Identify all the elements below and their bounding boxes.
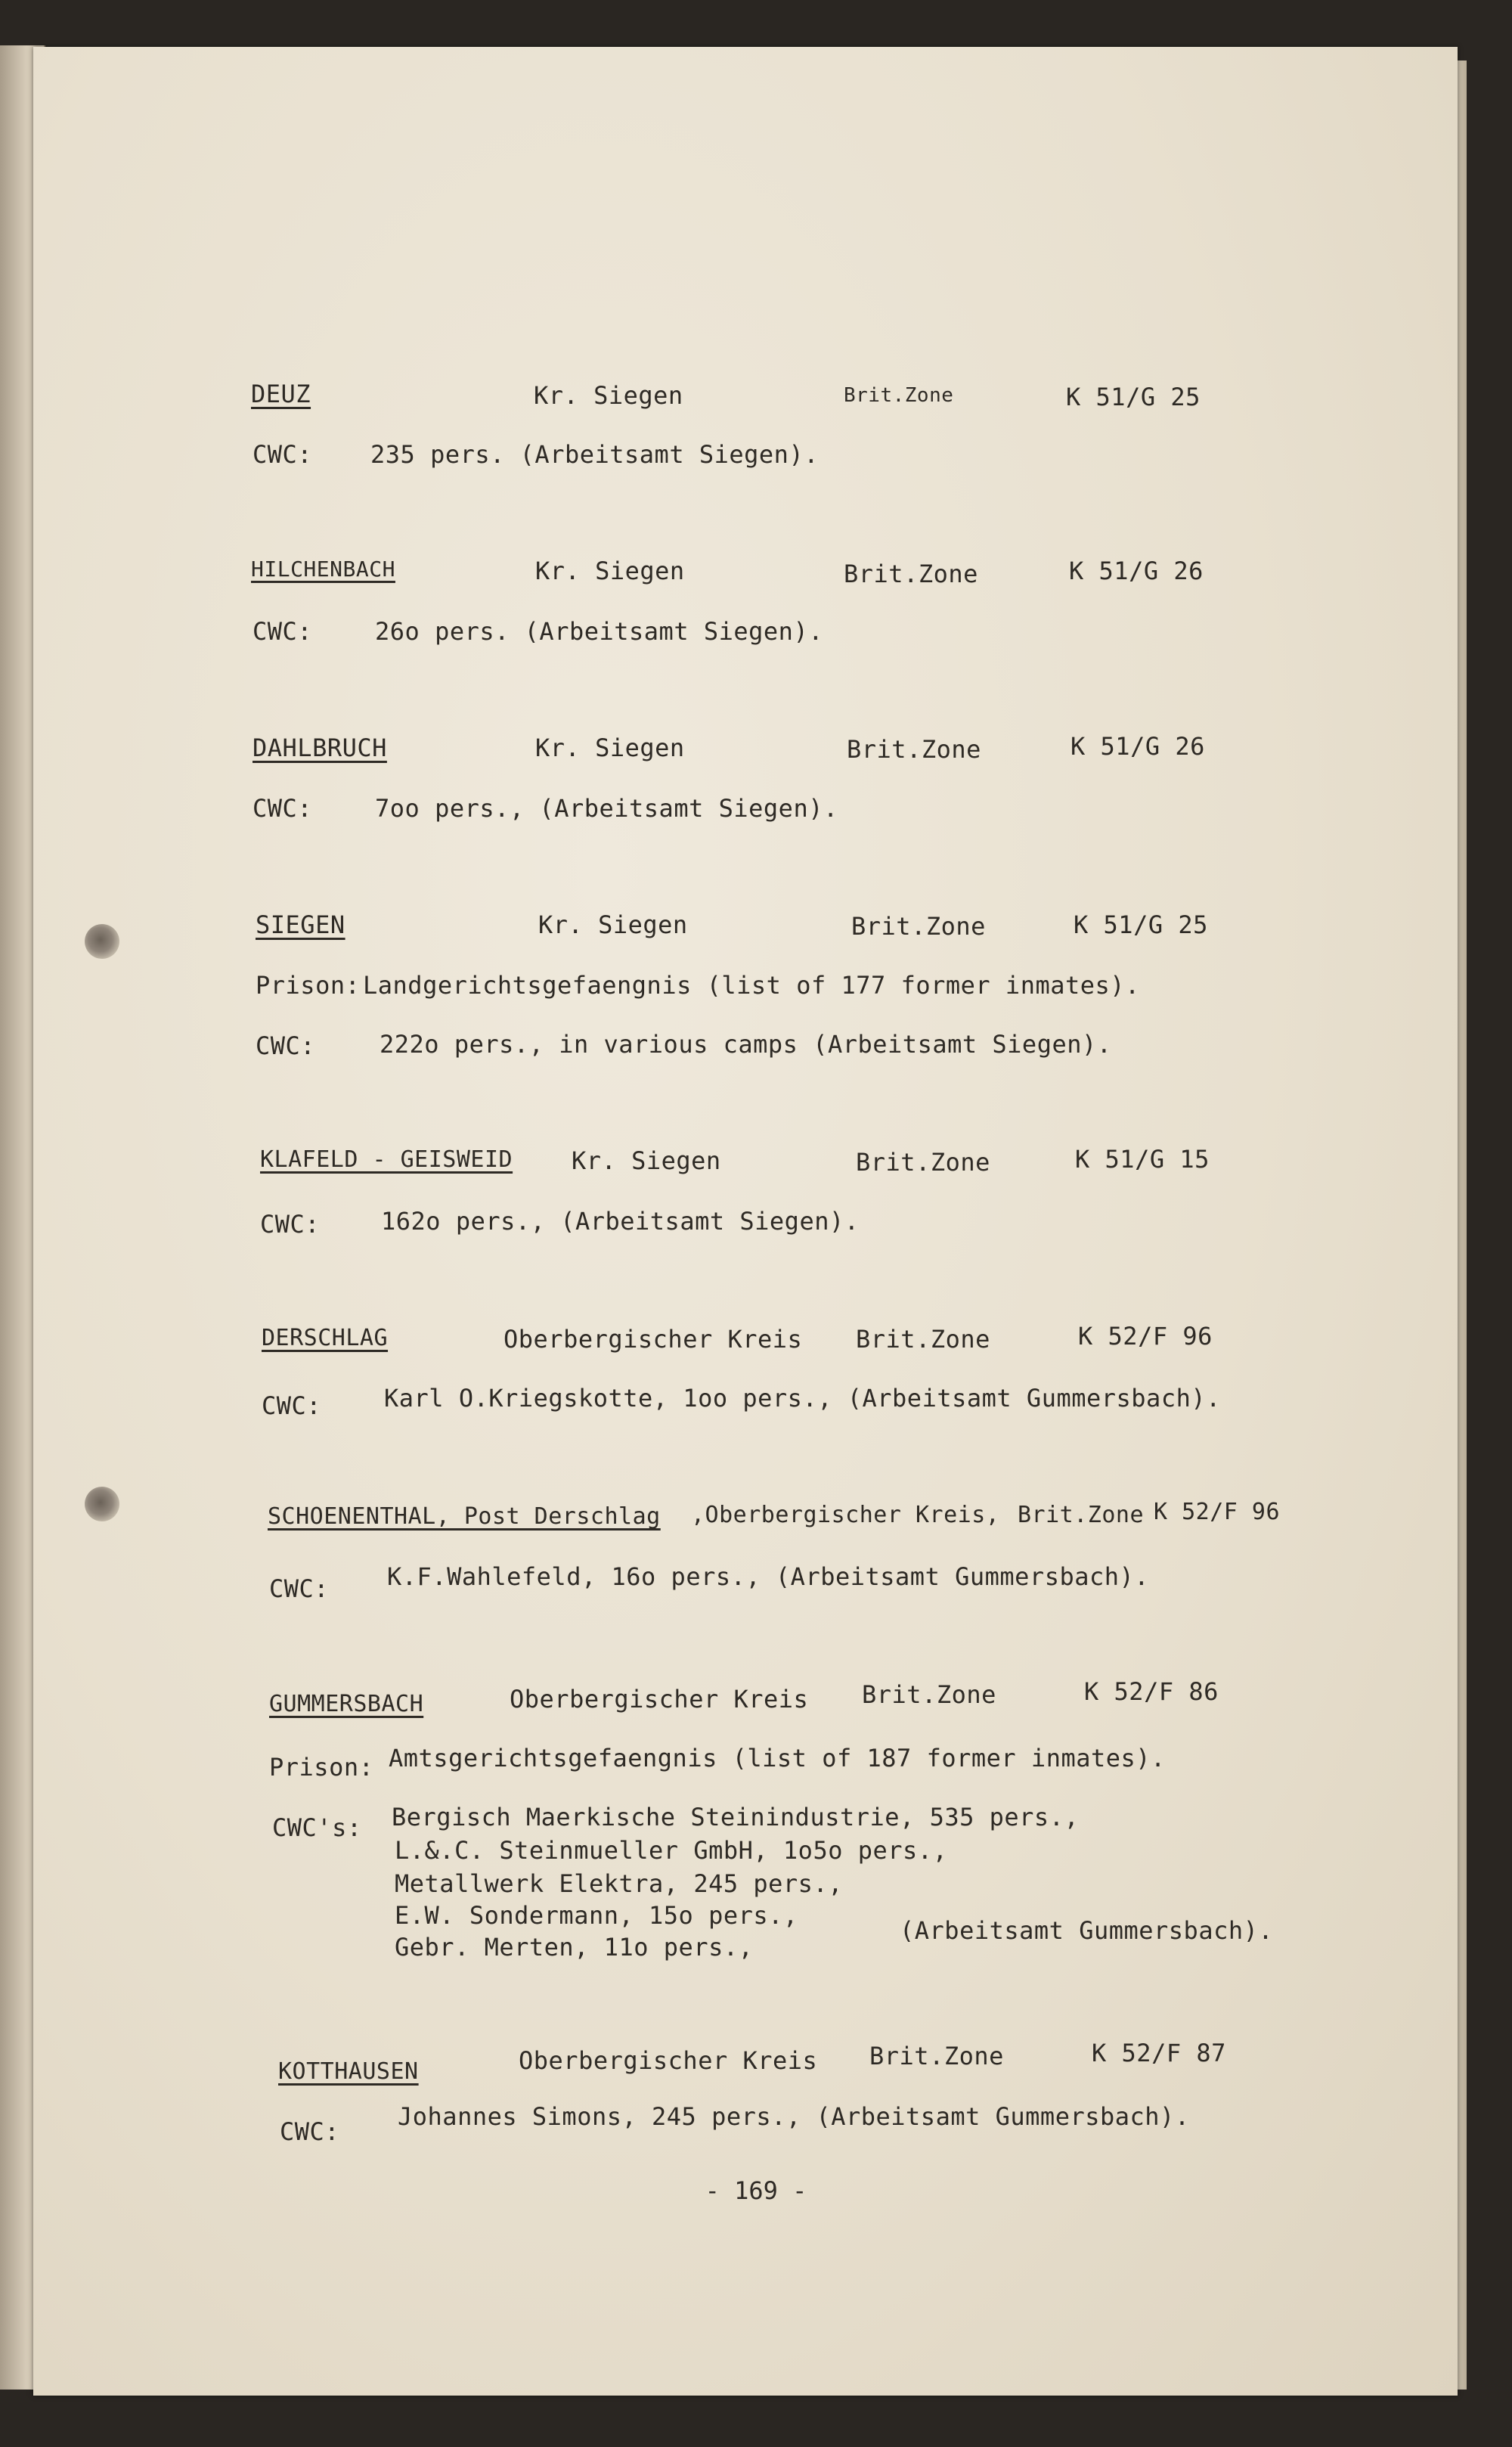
entry-label: CWC: [253, 617, 313, 646]
entry-label: CWC: [280, 2117, 340, 2146]
entry-text: Karl O.Kriegskotte, 1oo pers., (Arbeitsamt Gummersbach). [384, 1384, 1221, 1413]
entry-ref: K 52/F 96 [1078, 1322, 1213, 1351]
entry-label: CWC's: [272, 1813, 362, 1842]
entry-text: E.W. Sondermann, 15o pers., [395, 1901, 798, 1930]
entry-zone: Brit.Zone [844, 560, 978, 588]
entry-place: KLAFELD - GEISWEID [260, 1146, 513, 1173]
entry-label: CWC: [256, 1031, 316, 1060]
entry-zone: Brit.Zone [844, 384, 954, 407]
entry-district: Oberbergischer Kreis [519, 2046, 818, 2075]
entry-zone: Brit.Zone [856, 1325, 990, 1354]
entry-district: Kr. Siegen [572, 1146, 721, 1175]
entry-place: HILCHENBACH [251, 557, 395, 582]
entry-label: CWC: [260, 1210, 321, 1239]
entry-district: Oberbergischer Kreis [503, 1325, 803, 1354]
entry-text: 162o pers., (Arbeitsamt Siegen). [381, 1207, 860, 1236]
entry-label: CWC: [253, 794, 313, 823]
entry-ref: K 51/G 26 [1069, 557, 1204, 585]
entry-label: CWC: [269, 1574, 330, 1603]
entry-text: Johannes Simons, 245 pers., (Arbeitsamt Gummersbach). [398, 2102, 1190, 2131]
entry-text: Landgerichtsgefaengnis (list of 177 former inmates). [363, 971, 1140, 1000]
entry-text: Amtsgerichtsgefaengnis (list of 187 former inmates). [389, 1744, 1166, 1772]
punch-hole-icon [85, 1487, 119, 1521]
entry-district: Oberbergischer Kreis [510, 1685, 809, 1714]
entry-ref: K 51/G 26 [1070, 732, 1205, 761]
entry-place: KOTTHAUSEN [278, 2058, 419, 2085]
entry-text: L.&.C. Steinmueller GmbH, 1o5o pers., [395, 1836, 948, 1865]
entry-place: GUMMERSBACH [269, 1691, 424, 1717]
entry-ref: K 52/F 86 [1084, 1677, 1219, 1706]
entry-ref: K 51/G 25 [1074, 910, 1208, 939]
entry-ref: K 52/F 96 [1154, 1499, 1281, 1525]
entry-zone: Brit.Zone [862, 1680, 996, 1709]
entry-zone: Brit.Zone [1018, 1502, 1145, 1528]
entry-text: Bergisch Maerkische Steinindustrie, 535 pers., [392, 1803, 1080, 1831]
entry-district: Kr. Siegen [538, 910, 688, 939]
entry-place: DERSCHLAG [262, 1325, 389, 1351]
entry-text: Metallwerk Elektra, 245 pers., [395, 1869, 843, 1898]
entry-district: Kr. Siegen [535, 557, 685, 585]
entry-zone: Brit.Zone [847, 735, 981, 764]
page-number: - 169 - [705, 2176, 807, 2205]
entry-text: 235 pers. (Arbeitsamt Siegen). [370, 440, 819, 469]
entry-district: ,Oberbergischer Kreis, [691, 1502, 1000, 1528]
entry-place: DEUZ [251, 380, 311, 408]
entry-place: SCHOENENTHAL, Post Derschlag [268, 1503, 661, 1530]
entry-label: Prison: [269, 1753, 374, 1782]
entry-zone: Brit.Zone [856, 1148, 990, 1177]
entry-text: 222o pers., in various camps (Arbeitsamt Siegen). [380, 1030, 1112, 1059]
entry-ref: K 51/G 15 [1075, 1145, 1210, 1174]
entry-text: 7oo pers., (Arbeitsamt Siegen). [375, 794, 838, 823]
punch-hole-icon [85, 924, 119, 959]
entry-place: SIEGEN [256, 910, 345, 939]
entry-zone: Brit.Zone [851, 912, 986, 941]
entry-label: CWC: [262, 1391, 322, 1420]
entry-ref: K 51/G 25 [1066, 383, 1201, 411]
entry-district: Kr. Siegen [534, 381, 683, 410]
entry-place: DAHLBRUCH [253, 733, 387, 762]
entry-text: Gebr. Merten, 11o pers., [395, 1933, 754, 1962]
entry-label: Prison: [256, 971, 361, 1000]
entry-label: CWC: [253, 440, 313, 469]
entry-zone: Brit.Zone [869, 2042, 1004, 2070]
entry-text: K.F.Wahlefeld, 16o pers., (Arbeitsamt Gummersbach). [387, 1562, 1150, 1591]
entry-ref: K 52/F 87 [1092, 2039, 1226, 2067]
entry-district: Kr. Siegen [535, 733, 685, 762]
entry-note: (Arbeitsamt Gummersbach). [900, 1916, 1274, 1945]
entry-text: 26o pers. (Arbeitsamt Siegen). [375, 617, 823, 646]
